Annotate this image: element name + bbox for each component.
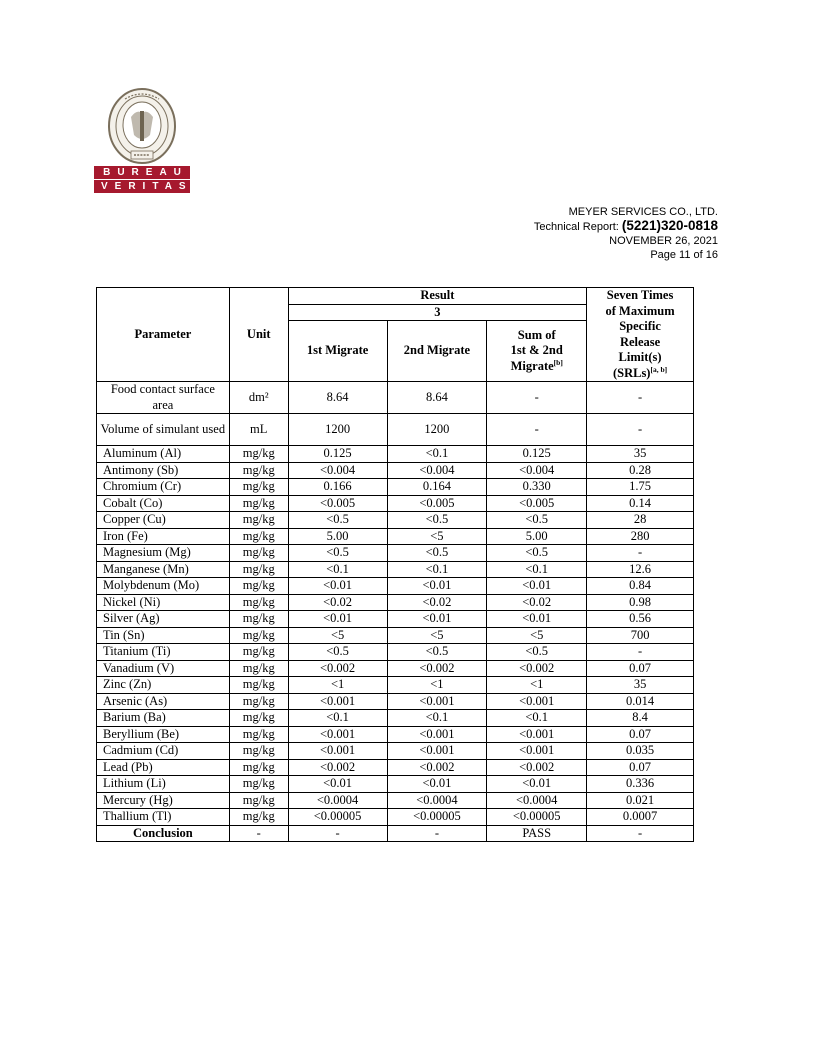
cell-2nd-migrate: <0.01: [387, 611, 487, 628]
cell-sum: <0.01: [487, 776, 587, 793]
cell-srl: 28: [587, 512, 694, 529]
table-row: [97, 512, 694, 529]
cell-unit: mg/kg: [229, 561, 288, 578]
cell-unit: mg/kg: [229, 578, 288, 595]
cell-unit: -: [229, 825, 288, 842]
cell-sum: 5.00: [487, 528, 587, 545]
table-row: [97, 479, 694, 496]
table-row: [97, 611, 694, 628]
cell-2nd-migrate: <5: [387, 528, 487, 545]
report-number: (5221)320-0818: [621, 218, 718, 233]
cell-1st-migrate: <0.002: [288, 759, 387, 776]
cell-parameter: Manganese (Mn): [97, 561, 230, 578]
conclusion-row: [97, 825, 694, 842]
cell-parameter: Arsenic (As): [97, 693, 230, 710]
table-row: [97, 693, 694, 710]
cell-2nd-migrate: 0.164: [387, 479, 487, 496]
table-row: [97, 809, 694, 826]
cell-unit: mg/kg: [229, 809, 288, 826]
cell-1st-migrate: <0.5: [288, 545, 387, 562]
table-row: [97, 545, 694, 562]
cell-parameter: Aluminum (Al): [97, 446, 230, 463]
cell-parameter: Mercury (Hg): [97, 792, 230, 809]
cell-parameter: Iron (Fe): [97, 528, 230, 545]
cell-sum: <1: [487, 677, 587, 694]
header-srl: Seven Times of Maximum Specific Release Limit(s) (SRLs)[a, b]: [587, 288, 694, 382]
cell-sum: <0.02: [487, 594, 587, 611]
cell-unit: dm²: [229, 382, 288, 414]
cell-2nd-migrate: <0.0004: [387, 792, 487, 809]
cell-2nd-migrate: <0.01: [387, 776, 487, 793]
cell-srl: 0.336: [587, 776, 694, 793]
cell-unit: mg/kg: [229, 660, 288, 677]
header-parameter: Parameter: [97, 288, 230, 382]
table-row: [97, 528, 694, 545]
cell-parameter: Magnesium (Mg): [97, 545, 230, 562]
report-label: Technical Report:: [533, 221, 622, 233]
cell-unit: mg/kg: [229, 693, 288, 710]
cell-sum: <0.5: [487, 644, 587, 661]
cell-srl: 0.07: [587, 759, 694, 776]
cell-2nd-migrate: 8.64: [387, 382, 487, 414]
table-row: [97, 462, 694, 479]
cell-srl: 0.014: [587, 693, 694, 710]
cell-1st-migrate: <0.0004: [288, 792, 387, 809]
cell-1st-migrate: <0.004: [288, 462, 387, 479]
cell-2nd-migrate: <0.00005: [387, 809, 487, 826]
table-row: [97, 710, 694, 727]
table-row: [97, 743, 694, 760]
cell-parameter: Barium (Ba): [97, 710, 230, 727]
cell-2nd-migrate: <0.01: [387, 578, 487, 595]
cell-parameter: Food contact surface area: [97, 382, 230, 414]
logo-bar-bottom: VERITAS: [94, 180, 190, 193]
header-unit: Unit: [229, 288, 288, 382]
cell-parameter: Copper (Cu): [97, 512, 230, 529]
cell-sum: <0.01: [487, 578, 587, 595]
cell-unit: mg/kg: [229, 759, 288, 776]
cell-sum: <0.01: [487, 611, 587, 628]
bureau-veritas-logo: [94, 87, 193, 193]
cell-2nd-migrate: <0.002: [387, 759, 487, 776]
cell-2nd-migrate: -: [387, 825, 487, 842]
cell-unit: mg/kg: [229, 792, 288, 809]
cell-sum: <0.002: [487, 660, 587, 677]
bureau-veritas-seal-icon: [107, 87, 177, 165]
cell-sum: 0.125: [487, 446, 587, 463]
cell-srl: 0.56: [587, 611, 694, 628]
cell-2nd-migrate: <1: [387, 677, 487, 694]
table-row: [97, 578, 694, 595]
cell-unit: mg/kg: [229, 726, 288, 743]
cell-2nd-migrate: <0.1: [387, 446, 487, 463]
cell-srl: 0.98: [587, 594, 694, 611]
cell-sum: <0.005: [487, 495, 587, 512]
cell-parameter: Molybdenum (Mo): [97, 578, 230, 595]
table-row: [97, 382, 694, 414]
cell-2nd-migrate: <0.002: [387, 660, 487, 677]
cell-sum: PASS: [487, 825, 587, 842]
header-result-number: 3: [288, 304, 586, 321]
cell-1st-migrate: <0.01: [288, 611, 387, 628]
cell-1st-migrate: <0.00005: [288, 809, 387, 826]
cell-1st-migrate: <0.5: [288, 512, 387, 529]
cell-unit: mg/kg: [229, 627, 288, 644]
cell-unit: mg/kg: [229, 512, 288, 529]
cell-sum: -: [487, 414, 587, 446]
cell-1st-migrate: 0.166: [288, 479, 387, 496]
cell-1st-migrate: <0.01: [288, 776, 387, 793]
cell-1st-migrate: <0.1: [288, 561, 387, 578]
header-1st-migrate: 1st Migrate: [288, 321, 387, 382]
cell-srl: -: [587, 382, 694, 414]
results-table: [96, 287, 694, 842]
cell-parameter: Thallium (Tl): [97, 809, 230, 826]
cell-srl: 0.021: [587, 792, 694, 809]
cell-srl: 700: [587, 627, 694, 644]
cell-sum: <0.004: [487, 462, 587, 479]
cell-sum: <0.0004: [487, 792, 587, 809]
cell-unit: mg/kg: [229, 462, 288, 479]
cell-parameter: Conclusion: [97, 825, 230, 842]
report-header: [534, 205, 718, 262]
cell-parameter: Vanadium (V): [97, 660, 230, 677]
cell-srl: 0.84: [587, 578, 694, 595]
cell-srl: 0.28: [587, 462, 694, 479]
cell-parameter: Chromium (Cr): [97, 479, 230, 496]
cell-unit: mg/kg: [229, 710, 288, 727]
cell-parameter: Nickel (Ni): [97, 594, 230, 611]
cell-1st-migrate: <0.001: [288, 693, 387, 710]
cell-1st-migrate: <0.01: [288, 578, 387, 595]
cell-srl: 1.75: [587, 479, 694, 496]
cell-sum: <0.1: [487, 561, 587, 578]
cell-parameter: Beryllium (Be): [97, 726, 230, 743]
cell-sum: <0.5: [487, 512, 587, 529]
table-row: [97, 561, 694, 578]
table-row: [97, 446, 694, 463]
cell-2nd-migrate: <0.02: [387, 594, 487, 611]
cell-1st-migrate: <0.002: [288, 660, 387, 677]
cell-unit: mg/kg: [229, 743, 288, 760]
company-name: MEYER SERVICES CO., LTD.: [568, 206, 718, 218]
cell-sum: <0.002: [487, 759, 587, 776]
cell-1st-migrate: <0.001: [288, 726, 387, 743]
cell-parameter: Lithium (Li): [97, 776, 230, 793]
cell-2nd-migrate: <0.001: [387, 726, 487, 743]
table-row: [97, 594, 694, 611]
cell-srl: 35: [587, 677, 694, 694]
cell-1st-migrate: 1200: [288, 414, 387, 446]
cell-srl: 280: [587, 528, 694, 545]
cell-sum: <0.5: [487, 545, 587, 562]
cell-1st-migrate: <0.02: [288, 594, 387, 611]
report-line: [534, 219, 718, 234]
cell-1st-migrate: -: [288, 825, 387, 842]
cell-srl: 12.6: [587, 561, 694, 578]
cell-2nd-migrate: <0.5: [387, 644, 487, 661]
cell-sum: <5: [487, 627, 587, 644]
cell-parameter: Lead (Pb): [97, 759, 230, 776]
cell-unit: mg/kg: [229, 495, 288, 512]
table-row: [97, 759, 694, 776]
cell-2nd-migrate: <0.001: [387, 743, 487, 760]
cell-1st-migrate: 8.64: [288, 382, 387, 414]
cell-1st-migrate: <0.005: [288, 495, 387, 512]
cell-2nd-migrate: <0.5: [387, 545, 487, 562]
cell-2nd-migrate: <5: [387, 627, 487, 644]
cell-unit: mg/kg: [229, 611, 288, 628]
table-row: [97, 414, 694, 446]
table-row: [97, 495, 694, 512]
cell-sum: <0.00005: [487, 809, 587, 826]
cell-unit: mg/kg: [229, 776, 288, 793]
cell-srl: 35: [587, 446, 694, 463]
cell-parameter: Zinc (Zn): [97, 677, 230, 694]
cell-sum: -: [487, 382, 587, 414]
cell-1st-migrate: <0.001: [288, 743, 387, 760]
header-2nd-migrate: 2nd Migrate: [387, 321, 487, 382]
cell-2nd-migrate: 1200: [387, 414, 487, 446]
table-row: [97, 726, 694, 743]
cell-parameter: Cobalt (Co): [97, 495, 230, 512]
cell-unit: mg/kg: [229, 528, 288, 545]
table-row: [97, 627, 694, 644]
cell-srl: -: [587, 644, 694, 661]
cell-1st-migrate: 5.00: [288, 528, 387, 545]
cell-srl: 0.14: [587, 495, 694, 512]
cell-parameter: Silver (Ag): [97, 611, 230, 628]
cell-sum: 0.330: [487, 479, 587, 496]
cell-srl: -: [587, 825, 694, 842]
cell-unit: mg/kg: [229, 545, 288, 562]
page-number: Page 11 of 16: [650, 249, 718, 261]
cell-2nd-migrate: <0.005: [387, 495, 487, 512]
cell-1st-migrate: <0.5: [288, 644, 387, 661]
cell-1st-migrate: <5: [288, 627, 387, 644]
cell-2nd-migrate: <0.004: [387, 462, 487, 479]
cell-srl: -: [587, 545, 694, 562]
table-row: [97, 792, 694, 809]
cell-srl: 0.07: [587, 726, 694, 743]
cell-2nd-migrate: <0.1: [387, 561, 487, 578]
cell-parameter: Tin (Sn): [97, 627, 230, 644]
cell-1st-migrate: <1: [288, 677, 387, 694]
header-result: Result: [288, 288, 586, 305]
cell-2nd-migrate: <0.1: [387, 710, 487, 727]
cell-srl: 0.07: [587, 660, 694, 677]
cell-1st-migrate: 0.125: [288, 446, 387, 463]
cell-unit: mg/kg: [229, 594, 288, 611]
cell-sum: <0.001: [487, 693, 587, 710]
table-row: [97, 644, 694, 661]
cell-unit: mg/kg: [229, 644, 288, 661]
cell-srl: 0.035: [587, 743, 694, 760]
cell-sum: <0.001: [487, 743, 587, 760]
cell-unit: mg/kg: [229, 479, 288, 496]
table-row: [97, 776, 694, 793]
cell-sum: <0.1: [487, 710, 587, 727]
cell-2nd-migrate: <0.5: [387, 512, 487, 529]
cell-2nd-migrate: <0.001: [387, 693, 487, 710]
header-sum: Sum of 1st & 2nd Migrate[b]: [487, 321, 587, 382]
table-row: [97, 677, 694, 694]
cell-unit: mg/kg: [229, 677, 288, 694]
cell-1st-migrate: <0.1: [288, 710, 387, 727]
cell-unit: mg/kg: [229, 446, 288, 463]
cell-srl: 0.0007: [587, 809, 694, 826]
cell-parameter: Titanium (Ti): [97, 644, 230, 661]
report-date: NOVEMBER 26, 2021: [609, 235, 718, 247]
logo-bar-top: BUREAU: [94, 166, 190, 179]
cell-parameter: Cadmium (Cd): [97, 743, 230, 760]
table-row: [97, 660, 694, 677]
cell-sum: <0.001: [487, 726, 587, 743]
cell-parameter: Antimony (Sb): [97, 462, 230, 479]
cell-srl: 8.4: [587, 710, 694, 727]
cell-parameter: Volume of simulant used: [97, 414, 230, 446]
cell-srl: -: [587, 414, 694, 446]
cell-unit: mL: [229, 414, 288, 446]
